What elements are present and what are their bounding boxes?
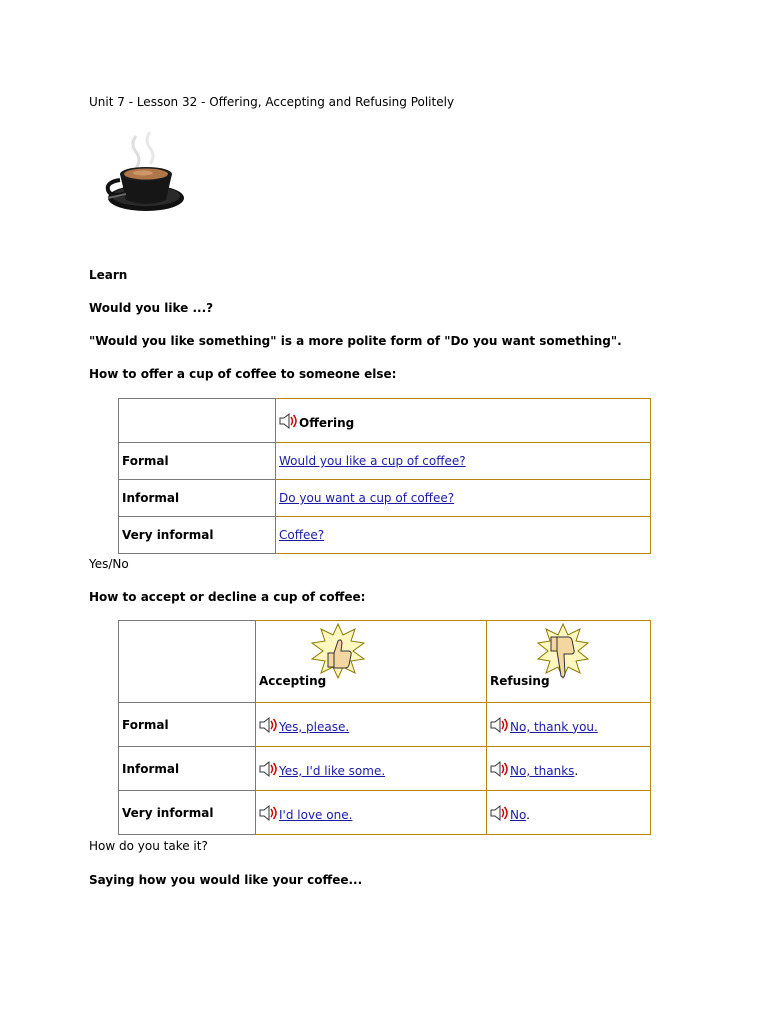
refusing-header-cell: [487, 621, 651, 703]
table-row: [119, 443, 651, 480]
table-row: [119, 517, 651, 554]
empty-header-cell: [119, 621, 256, 703]
offering-header-label: Offering: [299, 415, 355, 430]
accept-refuse-header-row: [119, 621, 651, 703]
accept-cell: [256, 747, 487, 791]
speaker-icon[interactable]: [490, 760, 510, 778]
accepting-header-cell: [256, 621, 487, 703]
refuse-cell: [487, 747, 651, 791]
row-label: Very informal: [119, 517, 276, 554]
accept-phrase-link[interactable]: Yes, I'd like some.: [279, 763, 386, 778]
speaker-icon[interactable]: [490, 804, 510, 822]
accept-phrase-link[interactable]: Yes, please.: [279, 719, 350, 734]
table-row: [119, 747, 651, 791]
speaker-icon[interactable]: [490, 716, 510, 734]
row-label: Very informal: [119, 791, 256, 835]
phrase-link[interactable]: Do you want a cup of coffee?: [279, 491, 455, 505]
refuse-suffix: .: [526, 807, 530, 822]
table-row: [119, 703, 651, 747]
refuse-phrase-link[interactable]: No, thank you.: [510, 719, 598, 734]
row-label: Informal: [119, 480, 276, 517]
accept-phrase-link[interactable]: I'd love one.: [279, 807, 353, 822]
refusing-header-label: Refusing: [490, 674, 550, 688]
row-label: Formal: [119, 703, 256, 747]
speaker-icon[interactable]: [259, 716, 279, 734]
phrase-link[interactable]: Would you like a cup of coffee?: [279, 454, 466, 468]
speaker-icon[interactable]: [259, 804, 279, 822]
offer-heading: How to offer a cup of coffee to someone else:: [89, 367, 397, 381]
refuse-cell: [487, 703, 651, 747]
accept-heading: How to accept or decline a cup of coffee:: [89, 590, 366, 604]
section-learn: Learn: [89, 268, 128, 282]
take-question: How do you take it?: [89, 839, 208, 853]
phrase-cell: [276, 480, 651, 517]
table-row: [119, 480, 651, 517]
refuse-cell: [487, 791, 651, 835]
refuse-suffix: .: [574, 763, 579, 778]
intro-note: "Would you like something" is a more polite form of "Do you want something".: [89, 334, 622, 348]
refuse-phrase-link[interactable]: No: [510, 807, 527, 822]
accept-cell: [256, 791, 487, 835]
table-row: [119, 791, 651, 835]
refuse-phrase-link[interactable]: No, thanks: [510, 763, 575, 778]
offering-header-cell: [276, 399, 651, 443]
phrase-cell: [276, 443, 651, 480]
yes-no-label: Yes/No: [89, 557, 129, 571]
empty-header-cell: [119, 399, 276, 443]
offering-header-row: [119, 399, 651, 443]
page-title: Unit 7 - Lesson 32 - Offering, Accepting and Refusing Politely: [89, 95, 455, 109]
offering-table: [118, 398, 651, 554]
accepting-header-label: Accepting: [259, 674, 327, 688]
row-label: Informal: [119, 747, 256, 791]
speaker-icon[interactable]: [279, 412, 299, 430]
row-label: Formal: [119, 443, 276, 480]
thumbs-up-icon: [310, 623, 366, 679]
take-heading: Saying how you would like your coffee...: [89, 873, 363, 887]
phrase-cell: [276, 517, 651, 554]
accept-refuse-table: [118, 620, 651, 835]
thumbs-down-icon: [537, 623, 589, 689]
intro-question: Would you like ...?: [89, 301, 214, 315]
speaker-icon[interactable]: [259, 760, 279, 778]
coffee-cup-image: [96, 128, 192, 220]
accept-cell: [256, 703, 487, 747]
phrase-link[interactable]: Coffee?: [279, 528, 325, 542]
